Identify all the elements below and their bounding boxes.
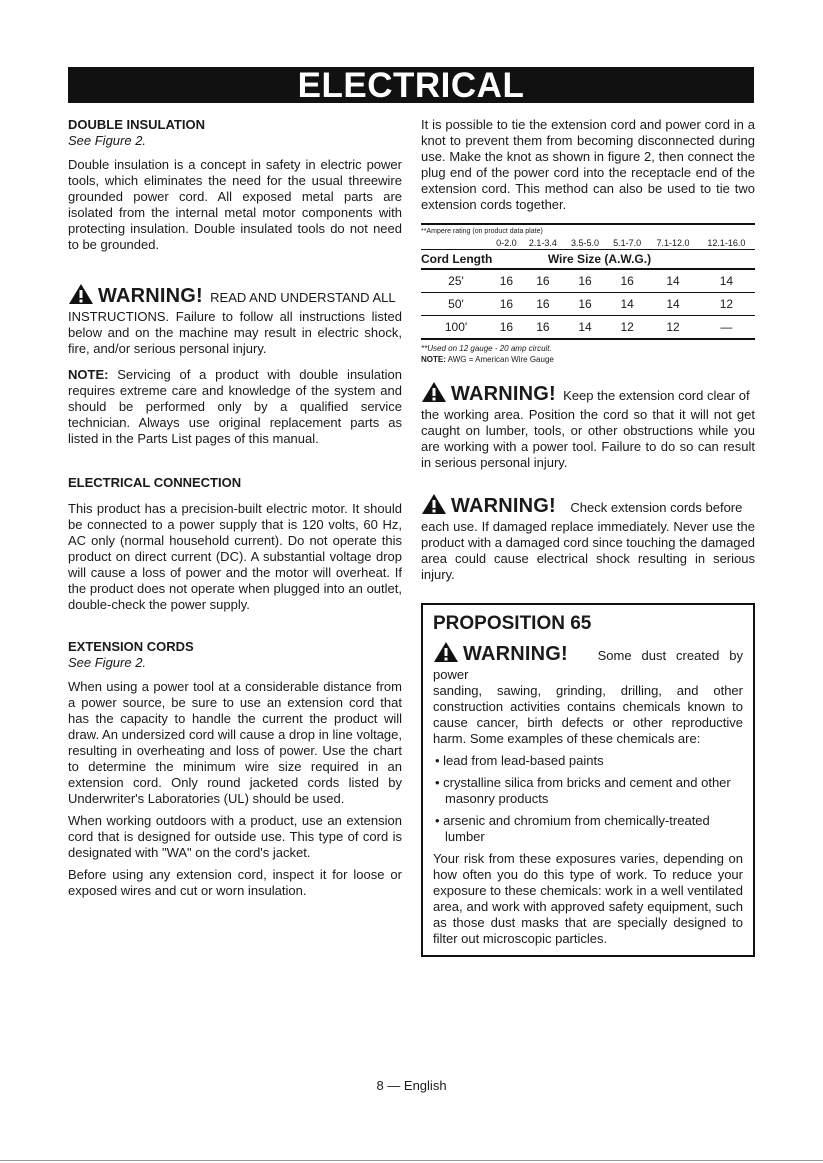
warning-label: WARNING! bbox=[451, 495, 556, 517]
warning-triangle-icon bbox=[421, 493, 447, 519]
page-title: ELECTRICAL bbox=[68, 67, 754, 103]
prop65-body: sanding, sawing, grinding, drilling, and other construction activities contains chemicals known to cause cancer, birth defects or other reproductive harm. Some examples of these chemicals are: bbox=[433, 683, 743, 746]
wire-size-cell: 16 bbox=[606, 269, 648, 293]
prop65-warning bbox=[433, 641, 743, 747]
double-insulation-heading: DOUBLE INSULATION bbox=[68, 117, 205, 132]
table-footnote: **Used on 12 gauge - 20 amp circuit. bbox=[421, 344, 552, 353]
warning-label: WARNING! bbox=[463, 643, 568, 665]
amp-range: 5.1-7.0 bbox=[613, 238, 642, 248]
electrical-connection-heading: ELECTRICAL CONNECTION bbox=[68, 475, 242, 490]
wire-size-cell: 16 bbox=[522, 316, 564, 340]
table-header-row bbox=[421, 250, 755, 270]
wire-size-cell: 16 bbox=[564, 293, 606, 316]
table-row bbox=[421, 316, 755, 340]
double-insulation-see: See Figure 2. bbox=[68, 133, 147, 148]
page-footer: 8 — English bbox=[376, 1078, 447, 1093]
warning-triangle-icon bbox=[68, 283, 94, 309]
warning-lead: READ AND UNDERSTAND ALL bbox=[210, 290, 396, 305]
ampere-rating-note: **Ampere rating (on product data plate) bbox=[421, 228, 543, 235]
wire-size-cell: 16 bbox=[564, 269, 606, 293]
table-row bbox=[421, 269, 755, 293]
proposition-65-box bbox=[421, 603, 755, 957]
note-label: NOTE: bbox=[68, 367, 109, 382]
extension-cords-see: See Figure 2. bbox=[68, 655, 147, 670]
cord-length-cell: 50' bbox=[421, 293, 491, 316]
amp-range: 3.5-5.0 bbox=[571, 238, 600, 248]
note-paragraph bbox=[68, 367, 402, 447]
extension-cords-p2: When working outdoors with a product, use an extension cord that is designed for outside use. This type of cord is designated with "WA" on the cord's jacket. bbox=[68, 813, 402, 860]
cord-length-header: Cord Length bbox=[421, 250, 522, 270]
warning-body: each use. If damaged replace immediately. Never use the product with a damaged cord since touching the damaged area could cause electrical shock resulting in serious injury. bbox=[421, 519, 755, 582]
warning-triangle-icon bbox=[433, 641, 459, 667]
table-note bbox=[421, 354, 755, 365]
warning-block-3 bbox=[421, 493, 755, 583]
warning-body: the working area. Position the cord so that it will not get caught on lumber, tools, or other obstructions while you are working with a power tool. Failure to do so can result in serious personal injury. bbox=[421, 407, 755, 470]
wire-size-cell: 16 bbox=[491, 269, 522, 293]
amp-range: 7.1-12.0 bbox=[656, 238, 690, 248]
list-item: • arsenic and chromium from chemically-treated lumber bbox=[435, 813, 710, 844]
electrical-connection-body: This product has a precision-built electric motor. It should be connected to a power supply that is 120 volts, 60 Hz, AC only (normal household current). Do not operate this product on direct current (DC). A substantial voltage drop will cause a loss of power and the motor will overheat. If the product does not operate when plugged into an outlet, double-check the power supply. bbox=[68, 501, 402, 612]
warning-lead: Check extension cords before bbox=[570, 500, 743, 515]
warning-block-2 bbox=[421, 381, 755, 471]
wire-size-cell: 16 bbox=[491, 316, 522, 340]
warning-lead: Some dust created by power bbox=[433, 648, 743, 682]
wire-size-cell: 16 bbox=[491, 293, 522, 316]
double-insulation-body: Double insulation is a concept in safety in electric power tools, which eliminates the need for the usual threewire grounded power cord. All exposed metal parts are isolated from the internal metal motor components with protecting insulation. Double insulated tools do not need to be grounded. bbox=[68, 157, 402, 252]
list-item: • lead from lead-based paints bbox=[435, 753, 604, 768]
wire-size-cell: 14 bbox=[648, 269, 698, 293]
cord-length-cell: 100' bbox=[421, 316, 491, 340]
extension-cord-table bbox=[421, 223, 755, 365]
warning-lead: Keep the extension cord clear of bbox=[563, 388, 750, 403]
wire-size-cell: 12 bbox=[698, 293, 755, 316]
extension-cords-p3: Before using any extension cord, inspect it for loose or exposed wires and cut or worn insulation. bbox=[68, 867, 402, 898]
list-item: • crystalline silica from bricks and cement and other masonry products bbox=[435, 775, 731, 806]
warning-label: WARNING! bbox=[451, 383, 556, 405]
knot-paragraph: It is possible to tie the extension cord and power cord in a knot to prevent them from becoming disconnected during use. Make the knot as shown in figure 2, then connect the plug end of the power cord into the receptacle end of the extension cord. This method can also be used to tie two extension cords together. bbox=[421, 117, 755, 212]
table-note-text: AWG = American Wire Gauge bbox=[447, 355, 554, 364]
wire-size-cell: 16 bbox=[522, 269, 564, 293]
wire-size-header: Wire Size (A.W.G.) bbox=[522, 250, 755, 270]
wire-size-cell: 14 bbox=[698, 269, 755, 293]
wire-size-cell: 14 bbox=[648, 293, 698, 316]
warning-block-1 bbox=[68, 283, 402, 357]
warning-body: INSTRUCTIONS. Failure to follow all instructions listed below and on the machine may result in electric shock, fire, and/or serious personal injury. bbox=[68, 309, 402, 356]
amp-range: 2.1-3.4 bbox=[528, 238, 557, 248]
right-column bbox=[421, 117, 755, 957]
warning-label: WARNING! bbox=[98, 285, 203, 307]
table-row bbox=[421, 293, 755, 316]
amp-range: 12.1-16.0 bbox=[707, 238, 746, 248]
wire-size-cell: 14 bbox=[564, 316, 606, 340]
extension-cords-heading: EXTENSION CORDS bbox=[68, 639, 194, 654]
ampere-row bbox=[421, 237, 755, 250]
wire-size-cell: — bbox=[698, 316, 755, 340]
extension-cords-p1: When using a power tool at a considerable distance from a power source, be sure to use an extension cord that has the capacity to handle the current the product will draw. An undersized cord will cause a drop in line voltage, resulting in overheating and loss of power. Use the chart to determine the minimum wire size required in an extension cord. Only round jacketed cords listed by Underwriter's Laboratories (UL) should be used. bbox=[68, 679, 402, 806]
note-body: Servicing of a product with double insulation requires extreme care and knowledge of the system and should be performed only by a qualified service technician. Always use original replacement parts as listed in the Parts List pages of this manual. bbox=[68, 367, 402, 446]
cord-length-cell: 25' bbox=[421, 269, 491, 293]
wire-size-cell: 14 bbox=[606, 293, 648, 316]
amp-range: 0-2.0 bbox=[496, 238, 517, 248]
bottom-rule bbox=[0, 1160, 823, 1161]
warning-triangle-icon bbox=[421, 381, 447, 407]
wire-size-cell: 16 bbox=[522, 293, 564, 316]
wire-size-cell: 12 bbox=[648, 316, 698, 340]
proposition-65-title: PROPOSITION 65 bbox=[433, 613, 592, 634]
prop65-closing: Your risk from these exposures varies, depending on how often you do this type of work. To reduce your exposure to these chemicals: work in a well ventilated area, and work with approved safety equipment, such as those dust masks that are specially designed to filter out microscopic particles. bbox=[433, 851, 743, 946]
table-note-label: NOTE: bbox=[421, 355, 446, 364]
left-column bbox=[68, 117, 402, 899]
wire-size-cell: 12 bbox=[606, 316, 648, 340]
